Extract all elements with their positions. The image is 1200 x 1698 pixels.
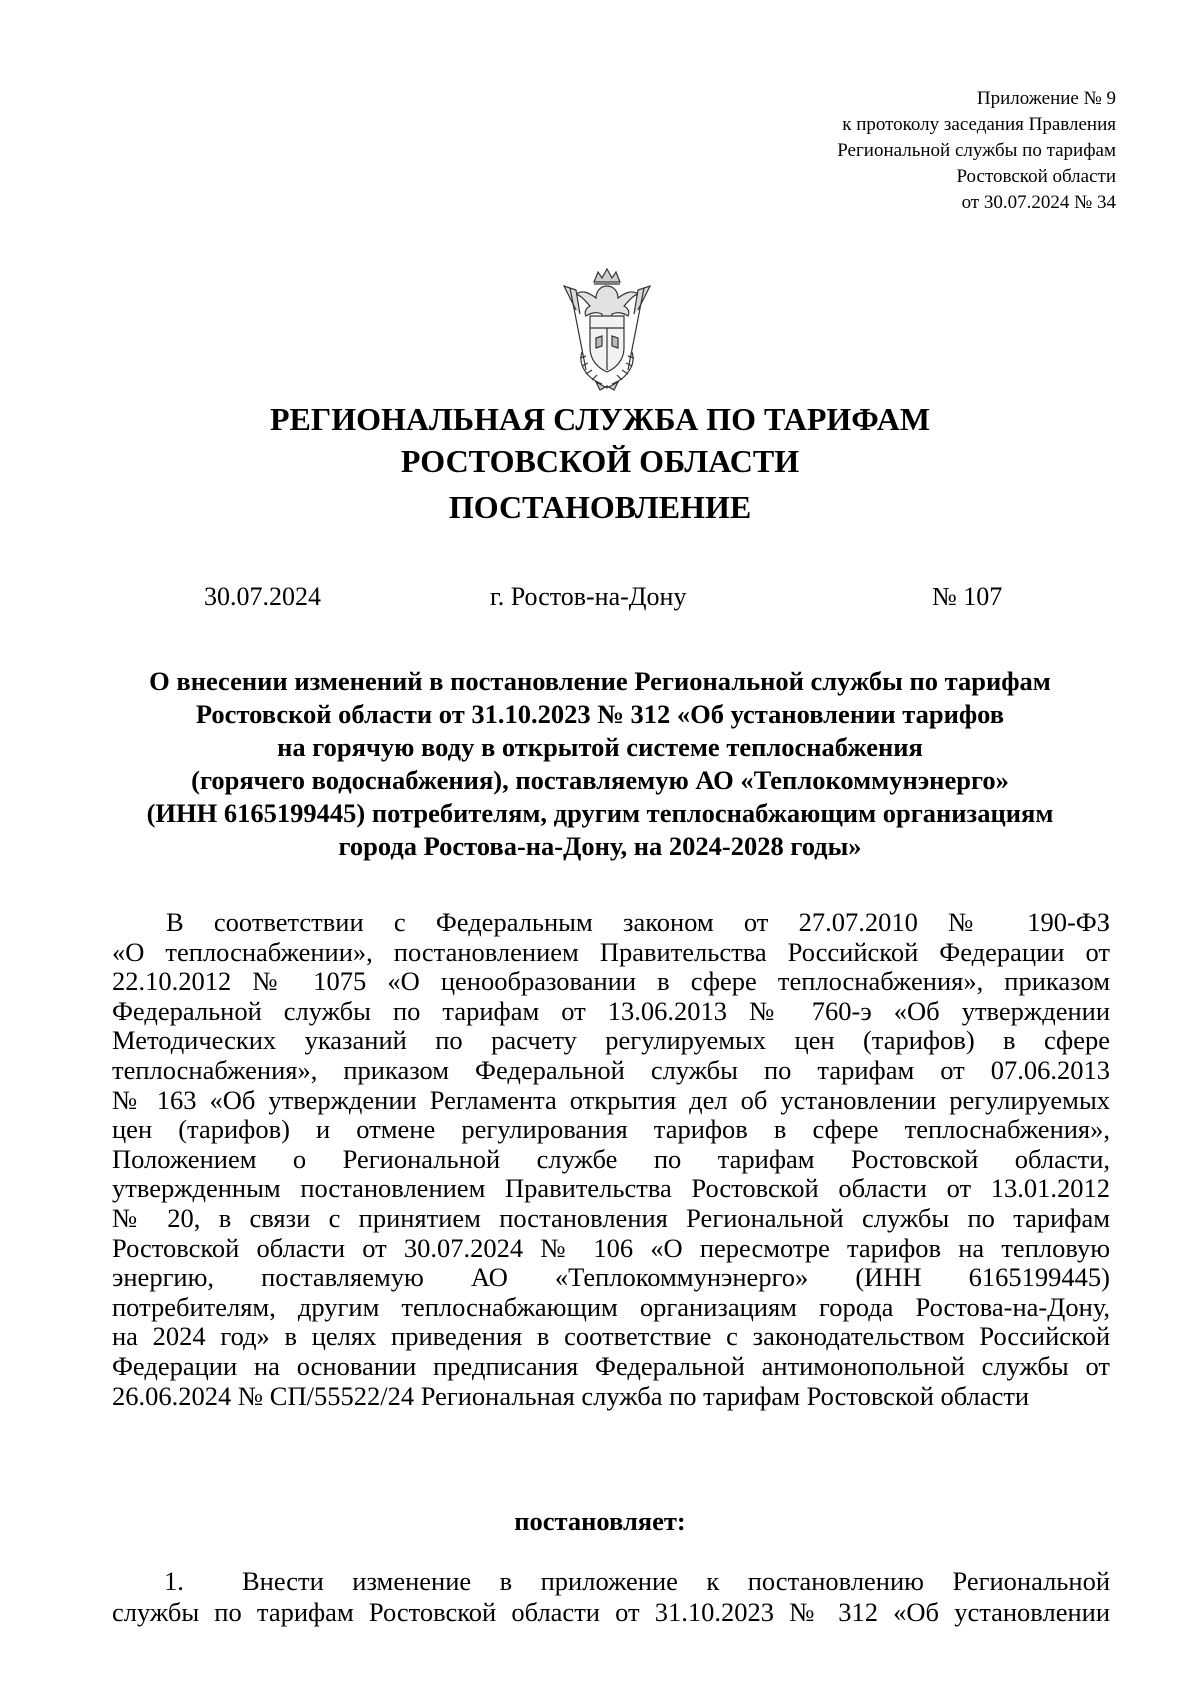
clause-1 [112, 1566, 1110, 1628]
document-type: ПОСТАНОВЛЕНИЕ [448, 489, 752, 525]
document-subject [80, 665, 1120, 863]
subject-line: (ИНН 6165199445) потребителям, другим теплоснабжающим организациям [146, 798, 1054, 828]
preamble-line: цен (тарифов) и отмене регулирования тарифов в сфере теплоснабжения», [112, 1114, 1110, 1145]
appendix-line: от 30.07.2024 № 34 [961, 192, 1116, 213]
preamble-line: Федеральной службы по тарифам от 13.06.2013 № 760-э «Об утверждении [112, 995, 1110, 1026]
preamble-line: Положением о Региональной службе по тарифам Ростовской области, [112, 1143, 1110, 1174]
preamble-line: 26.06.2024 № СП/55522/24 Региональная служба по тарифам Ростовской области [112, 1380, 1030, 1411]
organization-name [0, 398, 1200, 482]
preamble-line: энергию, поставляемую АО «Теплокоммунэнерго» (ИНН 6165199445) [112, 1262, 1110, 1293]
decision-heading: постановляет: [514, 1506, 686, 1536]
preamble-line: теплоснабжения», приказом Федеральной службы по тарифам от 07.06.2013 [112, 1054, 1110, 1085]
document-date: 30.07.2024 [204, 582, 321, 611]
clause-line [112, 1566, 1110, 1597]
preamble-line: на 2024 год» в целях приведения в соответствие с законодательством Российской [112, 1321, 1110, 1352]
appendix-line: Ростовской области [956, 166, 1116, 187]
document-number: № 107 [932, 582, 1003, 611]
preamble-line: Федерации на основании предписания Федеральной антимонопольной службы от [112, 1350, 1110, 1381]
preamble-line: Методических указаний по расчету регулируемых цен (тарифов) в сфере [112, 1025, 1110, 1056]
clause-line: службы по тарифам Ростовской области от 31.10.2023 № 312 «Об установлении [112, 1597, 1110, 1627]
preamble-line: Ростовской области от 30.07.2024 № 106 «О пересмотре тарифов на тепловую [112, 1232, 1110, 1263]
subject-line: О внесении изменений в постановление Региональной службы по тарифам [149, 666, 1051, 696]
rostov-oblast-coat-of-arms-icon [556, 266, 658, 392]
preamble-line: потребителям, другим теплоснабжающим организациям города Ростова-на-Дону, [112, 1291, 1110, 1322]
appendix-line: Приложение № 9 [976, 88, 1116, 109]
preamble-line: № 163 «Об утверждении Регламента открытия дел об установлении регулируемых [112, 1084, 1110, 1115]
clause-text: Внести изменение в приложение к постановлению Региональной [242, 1566, 1110, 1596]
preamble-line: № 20, в связи с принятием постановления Региональной службы по тарифам [112, 1202, 1110, 1233]
preamble-line: «О теплоснабжении», постановлением Правительства Российской Федерации от [112, 936, 1110, 967]
preamble-line: В соответствии с Федеральным законом от 27.07.2010 № 190-ФЗ [166, 907, 1110, 937]
organization-name-line: РОСТОВСКОЙ ОБЛАСТИ [400, 443, 800, 479]
appendix-note [696, 86, 1116, 216]
organization-name-line: РЕГИОНАЛЬНАЯ СЛУЖБА ПО ТАРИФАМ [269, 401, 931, 437]
clause-number: 1. [164, 1566, 184, 1596]
preamble-line: 22.10.2012 № 1075 «О ценообразовании в сфере теплоснабжения», приказом [112, 966, 1110, 997]
subject-line: на горячую воду в открытой системе теплоснабжения [277, 732, 923, 762]
preamble-line: утвержденным постановлением Правительства Ростовской области от 13.01.2012 [112, 1173, 1110, 1204]
subject-line: города Ростова-на-Дону, на 2024-2028 годы» [338, 831, 862, 861]
document-city: г. Ростов-на-Дону [490, 582, 687, 611]
subject-line: (горячего водоснабжения), поставляемую АО «Теплокоммунэнерго» [191, 765, 1009, 795]
subject-line: Ростовской области от 31.10.2023 № 312 «Об установлении тарифов [195, 699, 1005, 729]
preamble-paragraph [112, 908, 1110, 1411]
appendix-line: Региональной службы по тарифам [837, 140, 1116, 161]
appendix-line: к протоколу заседания Правления [842, 114, 1116, 135]
